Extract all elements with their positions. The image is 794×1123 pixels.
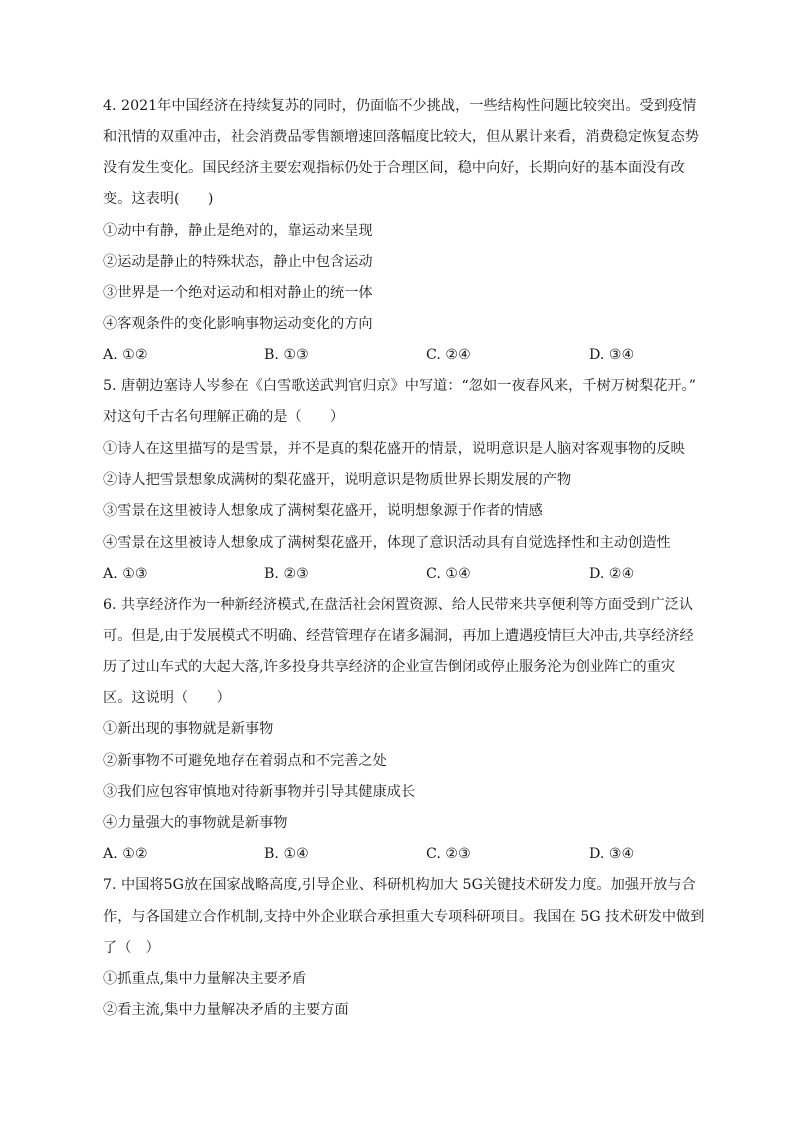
q4-option-b: B. ①③ — [264, 347, 309, 363]
q4-option-a: A. ①② — [103, 347, 148, 363]
q6-statement-3: ③我们应包容审慎地对待新事物并引导其健康成长 — [103, 784, 416, 800]
q5-statement-1: ①诗人在这里描写的是雪景，并不是真的梨花盛开的情景，说明意识是人脑对客观事物的反映 — [103, 441, 685, 457]
q5-options — [103, 565, 703, 583]
q4-option-c: C. ②④ — [426, 347, 471, 363]
q4-statement-1: ①动中有静，静止是绝对的，靠运动来呈现 — [103, 223, 373, 239]
q7-stem-line-2: 作，与各国建立合作机制,支持中外企业联合承担重大专项科研项目。我国在 5G 技术研发中做到 — [103, 909, 705, 925]
q6-options — [103, 845, 703, 863]
q4-stem-line-3: 没有发生变化。国民经济主要宏观指标仍处于合理区间，稳中向好，长期向好的基本面没有改 — [103, 160, 685, 176]
q5-option-a: A. ①③ — [103, 566, 148, 582]
q6-statement-4: ④力量强大的事物就是新事物 — [103, 815, 288, 831]
q4-stem-line-1: 4. 2021年中国经济在持续复苏的同时，仍面临不少挑战，一些结构性问题比较突出。受到疫情 — [103, 98, 697, 114]
q6-statement-2: ②新事物不可避免地存在着弱点和不完善之处 — [103, 753, 387, 769]
q6-option-c: C. ②③ — [426, 846, 471, 862]
q6-stem-line-4: 区。这说明（ ） — [103, 690, 231, 706]
q5-option-b: B. ②③ — [264, 566, 309, 582]
q5-stem-line-1: 5. 唐朝边塞诗人岑参在《白雪歌送武判官归京》中写道：“忽如一夜春风来，千树万树梨花开。” — [103, 378, 696, 394]
q6-stem-line-1: 6. 共享经济作为一种新经济模式,在盘活社会闲置资源、给人民带来共享便利等方面受到广泛认 — [103, 597, 694, 613]
q6-statement-1: ①新出现的事物就是新事物 — [103, 721, 274, 737]
q4-statement-2: ②运动是静止的特殊状态，静止中包含运动 — [103, 254, 373, 270]
q5-option-d: D. ②④ — [589, 566, 635, 582]
q6-stem-line-3: 历了过山车式的大起大落,许多投身共享经济的企业宣告倒闭或停止服务沦为创业阵亡的重灾 — [103, 659, 676, 675]
q7-stem-line-3: 了（ ） — [103, 940, 160, 956]
q5-option-c: C. ①④ — [426, 566, 471, 582]
q6-option-d: D. ③④ — [589, 846, 635, 862]
q5-statement-2: ②诗人把雪景想象成满树的梨花盛开，说明意识是物质世界长期发展的产物 — [103, 472, 572, 488]
q4-statement-3: ③世界是一个绝对运动和相对静止的统一体 — [103, 285, 373, 301]
q6-stem-line-2: 可。但是,由于发展模式不明确、经营管理存在诸多漏洞，再加上遭遇疫情巨大冲击,共享经济经 — [103, 628, 694, 644]
q7-stem-line-1: 7. 中国将5G放在国家战略高度,引导企业、科研机构加大 5G关键技术研发力度。加强开放与合 — [103, 877, 696, 893]
q4-statement-4: ④客观条件的变化影响事物运动变化的方向 — [103, 316, 373, 332]
q6-option-b: B. ①④ — [264, 846, 309, 862]
q4-options — [103, 346, 703, 364]
q5-statement-3: ③雪景在这里被诗人想象成了满树梨花盛开，说明想象源于作者的情感 — [103, 503, 543, 519]
q4-stem-line-4: 变。这表明( ) — [103, 191, 214, 207]
q4-option-d: D. ③④ — [589, 347, 635, 363]
q5-stem-line-2: 对这句千古名句理解正确的是（ ） — [103, 409, 345, 425]
q6-option-a: A. ①② — [103, 846, 148, 862]
q7-statement-1: ①抓重点,集中力量解决主要矛盾 — [103, 971, 307, 987]
q7-statement-2: ②看主流,集中力量解决矛盾的主要方面 — [103, 1002, 349, 1018]
q4-stem-line-2: 和汛情的双重冲击，社会消费品零售额增速回落幅度比较大，但从累计来看，消费稳定恢复态势 — [103, 129, 699, 145]
q5-statement-4: ④雪景在这里被诗人想象成了满树梨花盛开，体现了意识活动具有自觉选择性和主动创造性 — [103, 535, 671, 551]
